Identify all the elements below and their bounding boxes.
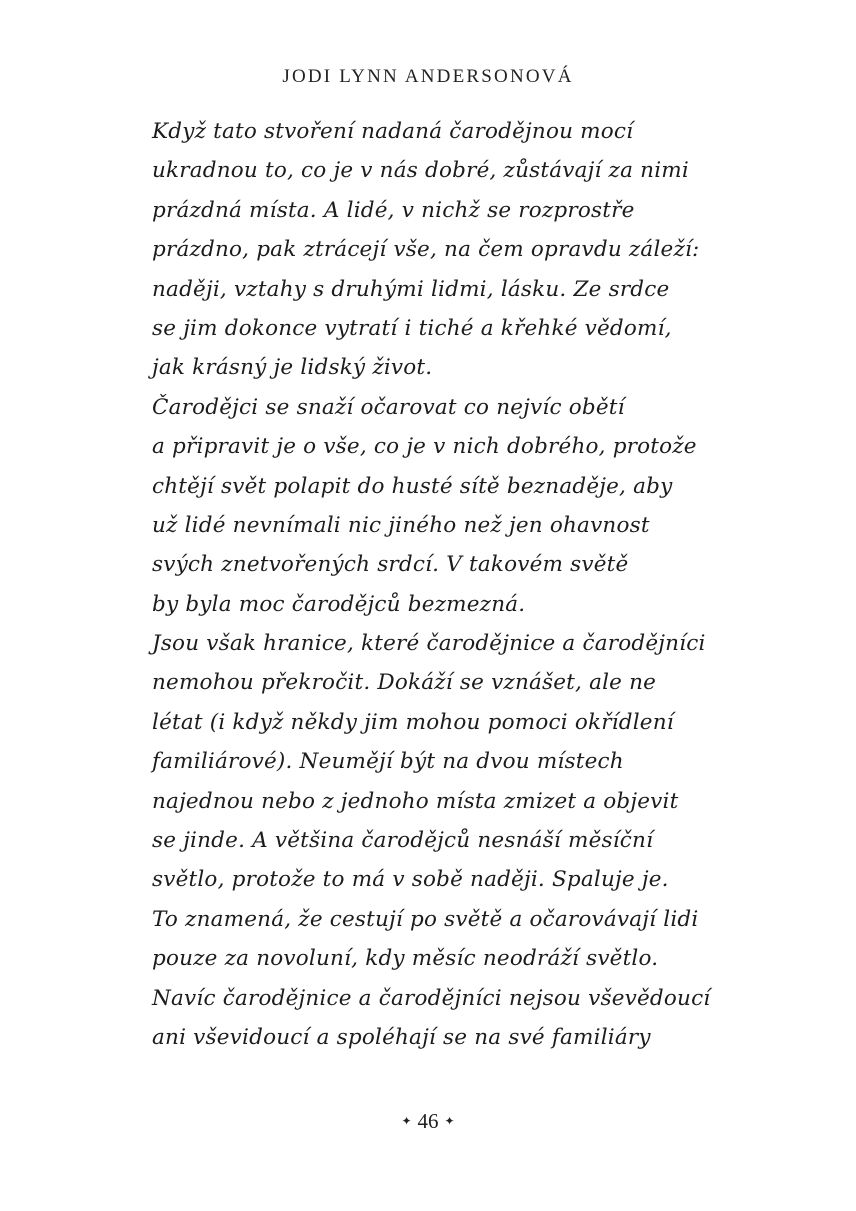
text-line: jak krásný je lidský život. [152,355,433,381]
text-line: ani vševidoucí a spoléhají se na své familiáry [152,1024,651,1050]
text-line: létat (i když někdy jim mohou pomoci okřídlení [152,709,674,735]
text-line: ukradnou to, co je v nás dobré, zůstávají za nimi [152,158,689,184]
text-line: nemohou překročit. Dokáží se vznášet, ale ne [152,670,657,696]
text-line: Navíc čarodějnice a čarodějníci nejsou vševědoucí [152,985,711,1011]
text-line: naději, vztahy s druhými lidmi, lásku. Ze srdce [152,276,670,302]
text-line: prázdná místa. A lidé, v nichž se rozprostře [152,197,635,223]
page-number: 46 [417,1109,439,1133]
ornament-star-icon: ✦ [401,1114,412,1128]
ornament-star-icon: ✦ [444,1114,455,1128]
text-line: svých znetvořených srdcí. V takovém světě [152,552,629,578]
text-line: a připravit je o vše, co je v nich dobrého, protože [152,434,697,460]
text-line: už lidé nevnímali nic jiného než jen ohavnost [152,512,650,538]
running-head-author: JODI LYNN ANDERSONOVÁ [282,66,574,87]
text-line: prázdno, pak ztrácejí vše, na čem opravdu záleží: [152,237,700,263]
text-line: by byla moc čarodějců bezmezná. [152,591,526,617]
page-number-footer [0,1109,856,1134]
text-line: Když tato stvoření nadaná čarodějnou mocí [152,119,634,144]
text-line: najednou nebo z jednoho místa zmizet a objevit [152,788,679,814]
text-line: Jsou však hranice, které čarodějnice a čarodějníci [152,631,706,657]
text-line: To znamená, že cestují po světě a očarovávají lidi [152,906,699,932]
text-line: familiárové). Neumějí být na dvou místech [152,749,624,775]
handwritten-body-text [152,112,712,1057]
text-line: světlo, protože to má v sobě naději. Spaluje je. [152,867,669,893]
text-line: Čarodějci se snaží očarovat co nejvíc obětí [152,394,625,420]
text-line: pouze za novoluní, kdy měsíc neodráží světlo. [152,946,659,972]
text-line: chtějí svět polapit do husté sítě beznaděje, aby [152,473,673,499]
text-line: se jim dokonce vytratí i tiché a křehké vědomí, [152,315,672,341]
text-line: se jinde. A většina čarodějců nesnáší měsíční [152,828,654,854]
